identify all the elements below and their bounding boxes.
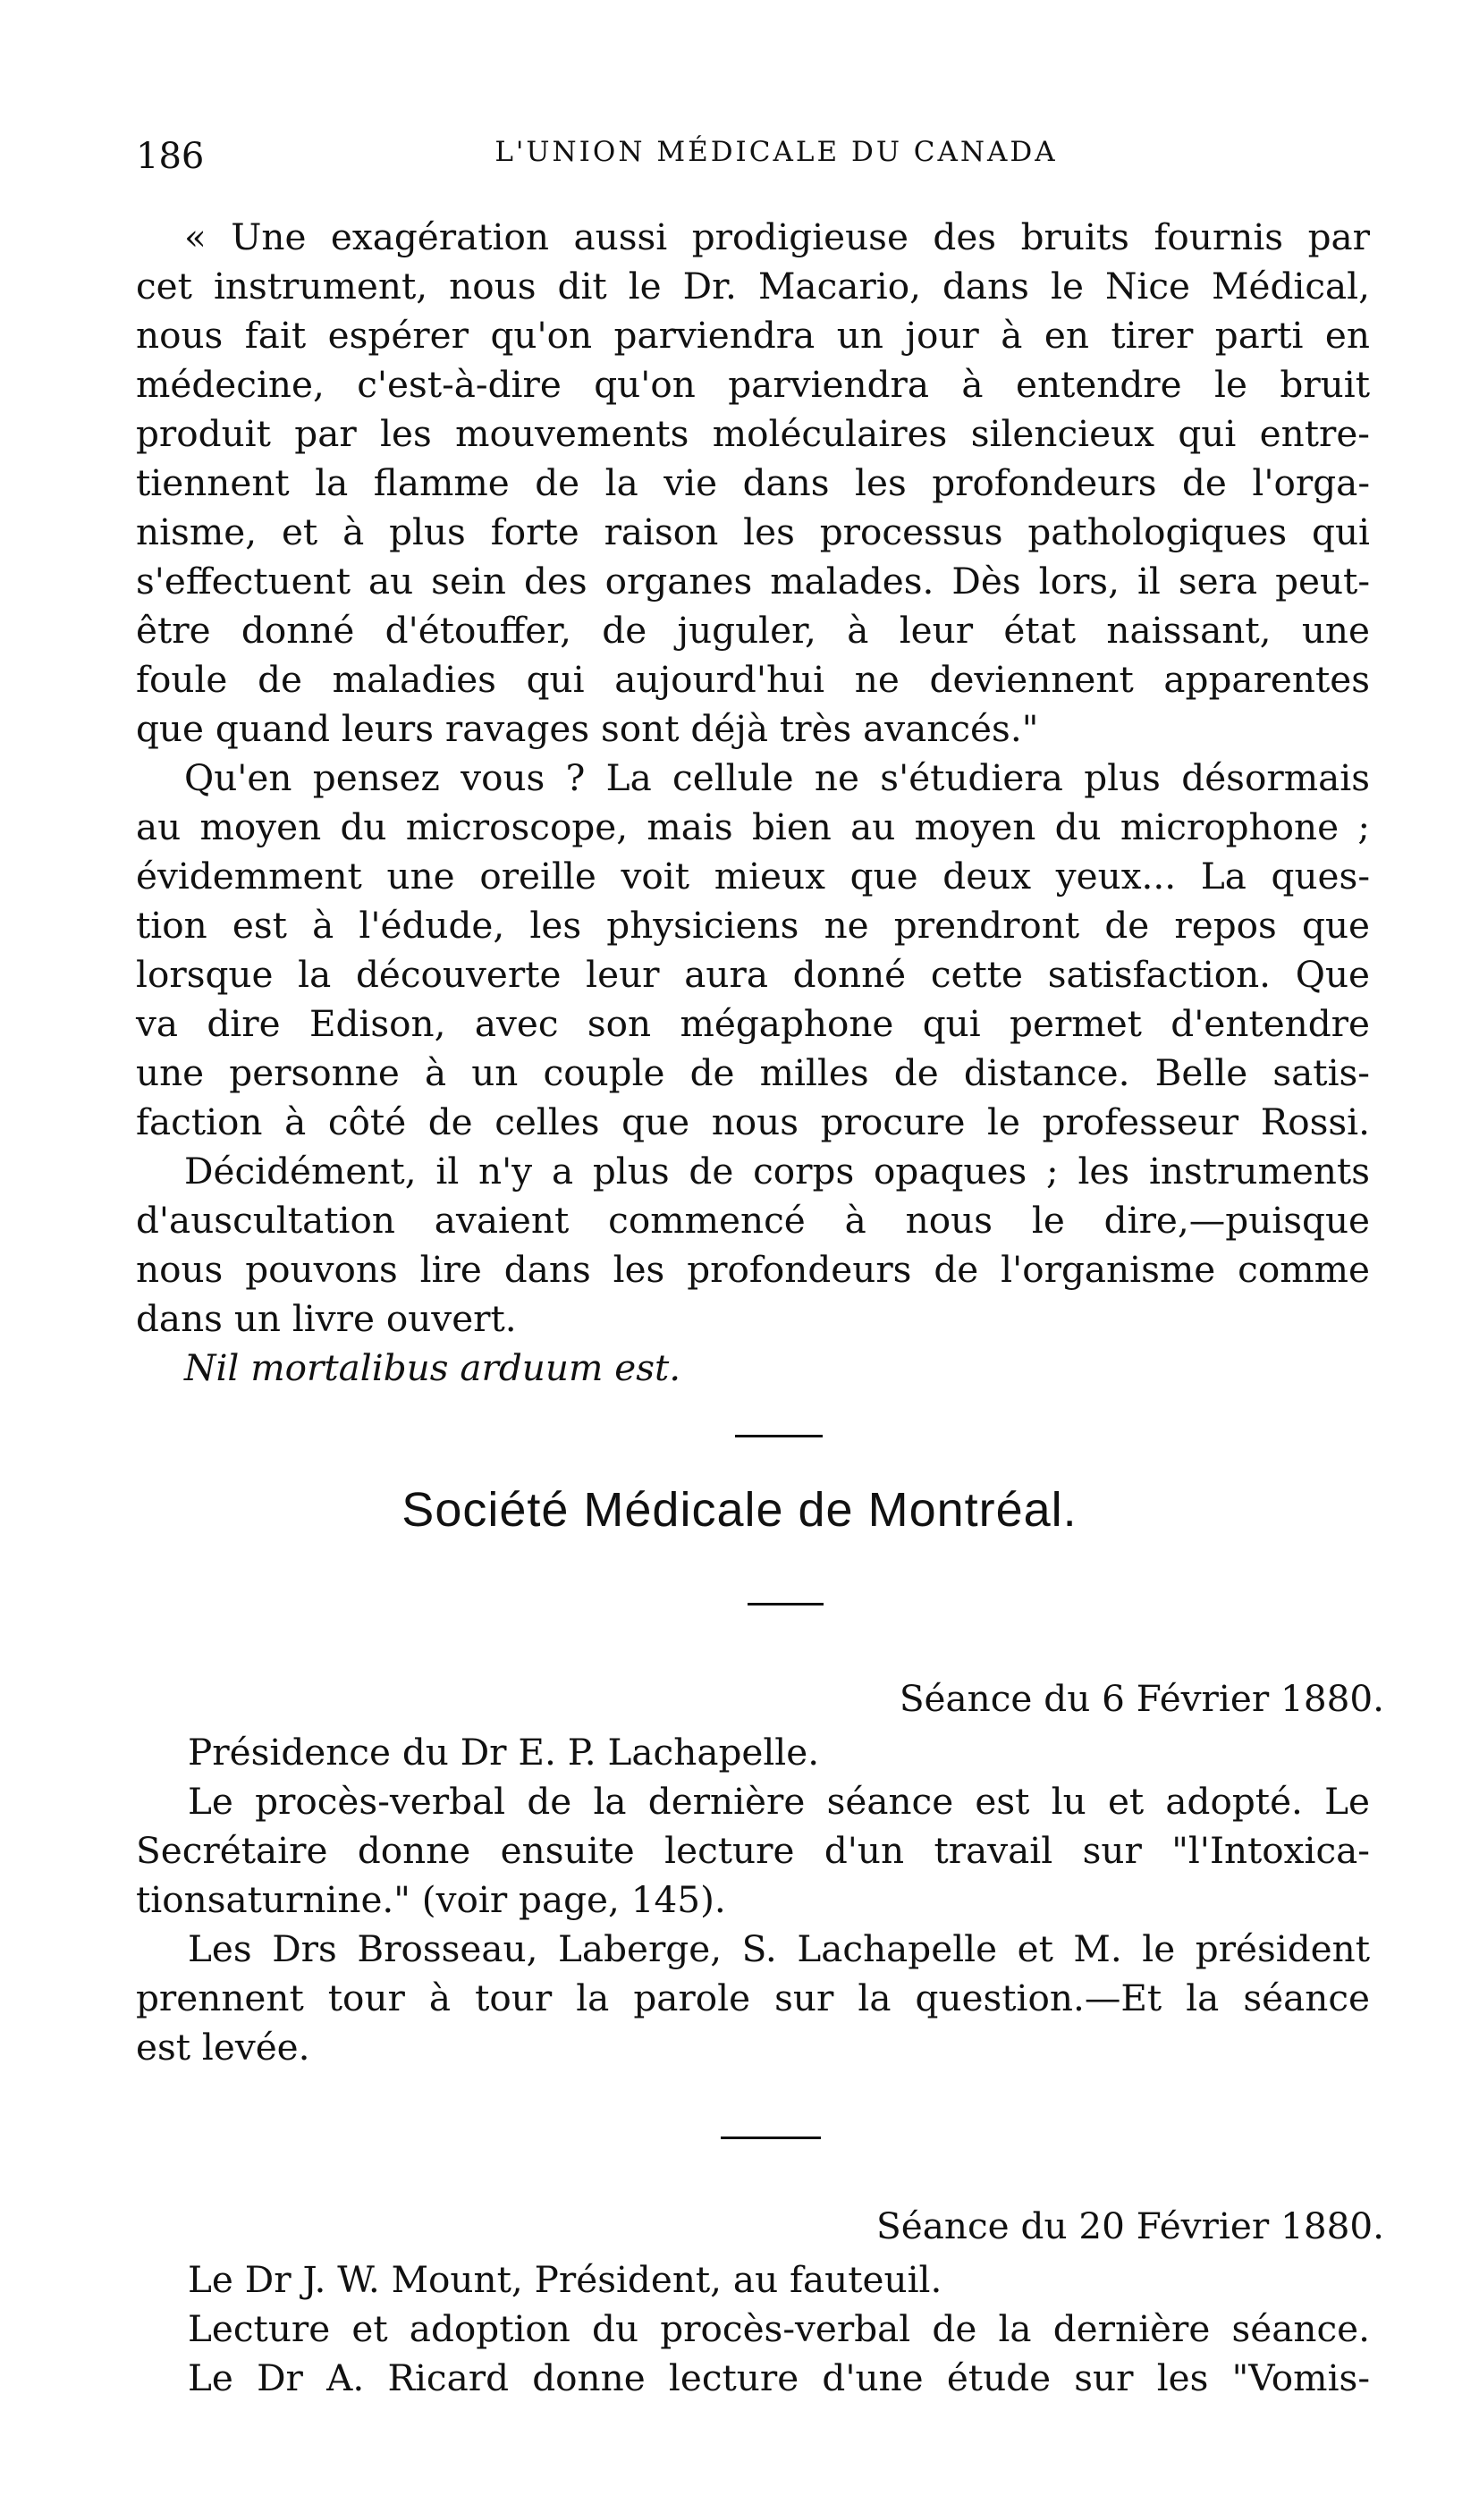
paragraph-line: au moyen du microscope, mais bien au moyen du microphone ; — [136, 805, 1370, 848]
paragraph-line: « Une exagération aussi prodigieuse des bruits fournis par — [184, 215, 1370, 258]
paragraph-line: évidemment une oreille voit mieux que deux yeux... La ques- — [136, 855, 1370, 898]
session-line: Le Dr A. Ricard donne lecture d'une étude sur les "Vomis- — [188, 2356, 1370, 2399]
running-title: L'UNION MÉDICALE DU CANADA — [494, 136, 1058, 168]
paragraph-line: tiennent la flamme de la vie dans les profondeurs de l'orga- — [136, 461, 1370, 504]
paragraph-line: nous fait espérer qu'on parviendra un jour à en tirer parti en — [136, 314, 1370, 357]
session-date: Séance du 6 Février 1880. — [899, 1677, 1384, 1720]
paragraph-line: nisme, et à plus forte raison les processus pathologiques qui — [136, 510, 1370, 553]
paragraph-line: dans un livre ouvert. — [136, 1297, 517, 1340]
session-line: tionsaturnine." (voir page, 145). — [136, 1878, 726, 1921]
paragraph-line: produit par les mouvements moléculaires silencieux qui entre- — [136, 412, 1370, 455]
section-divider — [748, 1603, 824, 1606]
paragraph-line: nous pouvons lire dans les profondeurs de l'organisme comme — [136, 1248, 1370, 1291]
paragraph-line: être donné d'étouffer, de juguler, à leur état naissant, une — [136, 609, 1370, 652]
session-date: Séance du 20 Février 1880. — [876, 2204, 1384, 2247]
session-line: Lecture et adoption du procès-verbal de la dernière séance. — [188, 2307, 1370, 2350]
paragraph-line: Qu'en pensez vous ? La cellule ne s'étudiera plus désormais — [184, 756, 1370, 799]
section-divider — [721, 2137, 821, 2139]
paragraph-line: va dire Edison, avec son mégaphone qui permet d'entendre — [136, 1002, 1370, 1045]
section-title: Société Médicale de Montréal. — [401, 1483, 1078, 1537]
paragraph-line: que quand leurs ravages sont déjà très avancés." — [136, 707, 1039, 750]
paragraph-line: une personne à un couple de milles de distance. Belle satis- — [136, 1051, 1370, 1094]
session-line: est levée. — [136, 2026, 310, 2069]
session-line: Présidence du Dr E. P. Lachapelle. — [188, 1731, 820, 1774]
paragraph-line — [136, 264, 1370, 308]
page-header — [136, 136, 1363, 181]
paragraph-line: Décidément, il n'y a plus de corps opaques ; les instruments — [184, 1150, 1370, 1193]
section-divider — [735, 1435, 823, 1437]
page-number: 186 — [136, 136, 205, 177]
session-line: Les Drs Brosseau, Laberge, S. Lachapelle et M. le président — [188, 1927, 1370, 1970]
paragraph-line: lorsque la découverte leur aura donné cette satisfaction. Que — [136, 953, 1370, 996]
paragraph-line: d'auscultation avaient commencé à nous le dire,—puisque — [136, 1199, 1370, 1242]
session-line: Le Dr J. W. Mount, Président, au fauteuil. — [188, 2258, 942, 2301]
paragraph-line: s'effectuent au sein des organes malades. Dès lors, il sera peut- — [136, 560, 1370, 603]
session-line: Secrétaire donne ensuite lecture d'un travail sur "l'Intoxica- — [136, 1829, 1370, 1872]
paragraph-line: foule de maladies qui aujourd'hui ne deviennent apparentes — [136, 658, 1370, 701]
session-line: prennent tour à tour la parole sur la question.—Et la séance — [136, 1976, 1370, 2019]
line-text: cet instrument, nous dit le Dr. Macario, dans le Nice Médical, — [136, 265, 1370, 308]
closing-latin: Nil mortalibus arduum est. — [184, 1346, 681, 1389]
paragraph-line: médecine, c'est-à-dire qu'on parviendra à entendre le bruit — [136, 363, 1370, 406]
paragraph-line: faction à côté de celles que nous procure le professeur Rossi. — [136, 1100, 1370, 1143]
paragraph-line: tion est à l'édude, les physiciens ne prendront de repos que — [136, 904, 1370, 947]
session-line: Le procès-verbal de la dernière séance est lu et adopté. Le — [188, 1780, 1370, 1823]
